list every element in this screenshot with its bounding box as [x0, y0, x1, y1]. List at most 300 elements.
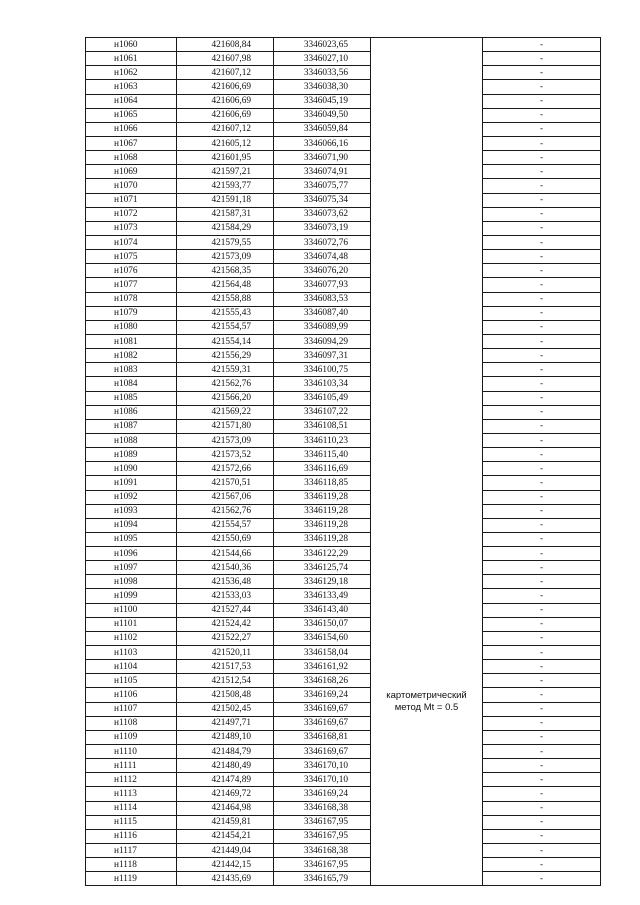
- point-name-cell: н1066: [86, 122, 177, 136]
- point-name-cell: н1072: [86, 207, 177, 221]
- accuracy-cell: -: [483, 377, 601, 391]
- coordinate-x-cell: 421508,48: [177, 688, 274, 702]
- coordinate-y-cell: 3346167,95: [274, 829, 371, 843]
- coordinate-x-cell: 421584,29: [177, 221, 274, 235]
- accuracy-cell: -: [483, 405, 601, 419]
- table-row: [86, 320, 601, 334]
- table-row: [86, 122, 601, 136]
- table-row: [86, 603, 601, 617]
- coordinate-y-cell: 3346094,29: [274, 334, 371, 348]
- table-row: [86, 688, 601, 702]
- table-row: [86, 518, 601, 532]
- coordinate-y-cell: 3346118,85: [274, 476, 371, 490]
- coordinate-x-cell: 421570,51: [177, 476, 274, 490]
- table-row: [86, 108, 601, 122]
- table-row: [86, 532, 601, 546]
- table-row: [86, 829, 601, 843]
- coordinate-y-cell: 3346158,04: [274, 646, 371, 660]
- accuracy-cell: -: [483, 278, 601, 292]
- coordinate-x-cell: 421522,27: [177, 631, 274, 645]
- coordinate-y-cell: 3346077,93: [274, 278, 371, 292]
- point-name-cell: н1083: [86, 363, 177, 377]
- point-name-cell: н1090: [86, 462, 177, 476]
- coordinate-x-cell: 421579,55: [177, 235, 274, 249]
- coordinate-y-cell: 3346027,10: [274, 52, 371, 66]
- accuracy-cell: -: [483, 165, 601, 179]
- accuracy-cell: -: [483, 264, 601, 278]
- point-name-cell: н1097: [86, 561, 177, 575]
- coordinate-y-cell: 3346165,79: [274, 872, 371, 886]
- table-row: [86, 476, 601, 490]
- coordinate-y-cell: 3346161,92: [274, 660, 371, 674]
- table-row: [86, 872, 601, 886]
- coordinate-x-cell: 421442,15: [177, 858, 274, 872]
- coordinate-x-cell: 421556,29: [177, 349, 274, 363]
- accuracy-cell: -: [483, 631, 601, 645]
- coordinate-y-cell: 3346169,24: [274, 787, 371, 801]
- table-row: [86, 221, 601, 235]
- coordinate-y-cell: 3346108,51: [274, 419, 371, 433]
- coordinate-x-cell: 421554,14: [177, 334, 274, 348]
- coordinate-x-cell: 421606,69: [177, 108, 274, 122]
- point-name-cell: н1105: [86, 674, 177, 688]
- accuracy-cell: -: [483, 773, 601, 787]
- point-name-cell: н1060: [86, 38, 177, 52]
- point-name-cell: н1113: [86, 787, 177, 801]
- table-row: [86, 716, 601, 730]
- accuracy-cell: -: [483, 320, 601, 334]
- point-name-cell: н1069: [86, 165, 177, 179]
- coordinate-x-cell: 421566,20: [177, 391, 274, 405]
- table-row: [86, 448, 601, 462]
- accuracy-cell: -: [483, 221, 601, 235]
- coordinate-y-cell: 3346129,18: [274, 575, 371, 589]
- point-name-cell: н1078: [86, 292, 177, 306]
- coordinate-y-cell: 3346110,23: [274, 433, 371, 447]
- point-name-cell: н1108: [86, 716, 177, 730]
- coordinate-y-cell: 3346059,84: [274, 122, 371, 136]
- point-name-cell: н1117: [86, 844, 177, 858]
- accuracy-cell: -: [483, 80, 601, 94]
- point-name-cell: н1114: [86, 801, 177, 815]
- coordinate-x-cell: 421587,31: [177, 207, 274, 221]
- table-row: [86, 405, 601, 419]
- coordinate-y-cell: 3346100,75: [274, 363, 371, 377]
- point-name-cell: н1076: [86, 264, 177, 278]
- point-name-cell: н1091: [86, 476, 177, 490]
- point-name-cell: н1095: [86, 532, 177, 546]
- coordinate-y-cell: 3346073,19: [274, 221, 371, 235]
- coordinate-y-cell: 3346119,28: [274, 518, 371, 532]
- coordinate-x-cell: 421502,45: [177, 702, 274, 716]
- point-name-cell: н1079: [86, 306, 177, 320]
- accuracy-cell: -: [483, 504, 601, 518]
- point-name-cell: н1081: [86, 334, 177, 348]
- point-name-cell: н1068: [86, 151, 177, 165]
- accuracy-cell: -: [483, 646, 601, 660]
- coordinate-y-cell: 3346169,67: [274, 702, 371, 716]
- accuracy-cell: -: [483, 518, 601, 532]
- coordinate-y-cell: 3346075,34: [274, 193, 371, 207]
- point-name-cell: н1111: [86, 759, 177, 773]
- point-name-cell: н1098: [86, 575, 177, 589]
- table-row: [86, 617, 601, 631]
- table-row: [86, 462, 601, 476]
- coordinate-y-cell: 3346074,48: [274, 250, 371, 264]
- table-row: [86, 264, 601, 278]
- point-name-cell: н1071: [86, 193, 177, 207]
- coordinate-x-cell: 421524,42: [177, 617, 274, 631]
- accuracy-cell: -: [483, 858, 601, 872]
- coordinate-y-cell: 3346116,69: [274, 462, 371, 476]
- coordinate-x-cell: 421512,54: [177, 674, 274, 688]
- accuracy-cell: -: [483, 38, 601, 52]
- table-row: [86, 631, 601, 645]
- accuracy-cell: -: [483, 575, 601, 589]
- coordinate-y-cell: 3346169,24: [274, 688, 371, 702]
- coordinate-y-cell: 3346076,20: [274, 264, 371, 278]
- coordinate-y-cell: 3346083,53: [274, 292, 371, 306]
- coordinate-x-cell: 421474,89: [177, 773, 274, 787]
- coordinate-y-cell: 3346119,28: [274, 504, 371, 518]
- table-row: [86, 490, 601, 504]
- accuracy-cell: -: [483, 448, 601, 462]
- table-row: [86, 193, 601, 207]
- coordinate-y-cell: 3346087,40: [274, 306, 371, 320]
- coordinate-y-cell: 3346168,81: [274, 730, 371, 744]
- coordinate-x-cell: 421544,66: [177, 547, 274, 561]
- coordinate-y-cell: 3346105,49: [274, 391, 371, 405]
- coordinate-x-cell: 421571,80: [177, 419, 274, 433]
- coordinate-x-cell: 421569,22: [177, 405, 274, 419]
- coordinate-x-cell: 421533,03: [177, 589, 274, 603]
- table-row: [86, 207, 601, 221]
- coordinate-x-cell: 421564,48: [177, 278, 274, 292]
- coordinate-x-cell: 421484,79: [177, 745, 274, 759]
- coordinate-x-cell: 421606,69: [177, 80, 274, 94]
- coordinate-x-cell: 421567,06: [177, 490, 274, 504]
- accuracy-cell: -: [483, 476, 601, 490]
- accuracy-cell: -: [483, 179, 601, 193]
- point-name-cell: н1116: [86, 829, 177, 843]
- table-row: [86, 38, 601, 52]
- coordinate-y-cell: 3346072,76: [274, 235, 371, 249]
- accuracy-cell: -: [483, 745, 601, 759]
- table-row: [86, 52, 601, 66]
- point-name-cell: н1065: [86, 108, 177, 122]
- point-name-cell: н1067: [86, 136, 177, 150]
- accuracy-cell: -: [483, 292, 601, 306]
- table-row: [86, 363, 601, 377]
- accuracy-cell: -: [483, 122, 601, 136]
- point-name-cell: н1109: [86, 730, 177, 744]
- coordinate-x-cell: 421601,95: [177, 151, 274, 165]
- accuracy-cell: -: [483, 108, 601, 122]
- table-row: [86, 66, 601, 80]
- method-cell-upper: [371, 38, 483, 519]
- coordinate-x-cell: 421568,35: [177, 264, 274, 278]
- accuracy-cell: -: [483, 688, 601, 702]
- table-row: [86, 334, 601, 348]
- coordinate-x-cell: 421573,52: [177, 448, 274, 462]
- coordinate-y-cell: 3346115,40: [274, 448, 371, 462]
- coordinate-y-cell: 3346168,38: [274, 844, 371, 858]
- coordinate-x-cell: 421559,31: [177, 363, 274, 377]
- coordinate-y-cell: 3346168,26: [274, 674, 371, 688]
- coordinate-x-cell: 421517,53: [177, 660, 274, 674]
- table-row: [86, 787, 601, 801]
- accuracy-cell: -: [483, 462, 601, 476]
- coordinate-y-cell: 3346122,29: [274, 547, 371, 561]
- accuracy-cell: -: [483, 94, 601, 108]
- coordinate-x-cell: 421558,88: [177, 292, 274, 306]
- coordinate-y-cell: 3346154,60: [274, 631, 371, 645]
- coordinate-y-cell: 3346125,74: [274, 561, 371, 575]
- method-label-line1: картометрический: [386, 689, 467, 701]
- coordinate-x-cell: 421459,81: [177, 815, 274, 829]
- coordinate-x-cell: 421573,09: [177, 433, 274, 447]
- accuracy-cell: -: [483, 829, 601, 843]
- accuracy-cell: -: [483, 561, 601, 575]
- point-name-cell: н1075: [86, 250, 177, 264]
- coordinate-x-cell: 421554,57: [177, 518, 274, 532]
- table-row: [86, 278, 601, 292]
- point-name-cell: н1107: [86, 702, 177, 716]
- coordinate-y-cell: 3346045,19: [274, 94, 371, 108]
- accuracy-cell: -: [483, 617, 601, 631]
- coordinate-x-cell: 421464,98: [177, 801, 274, 815]
- coordinate-y-cell: 3346133,49: [274, 589, 371, 603]
- point-name-cell: н1062: [86, 66, 177, 80]
- coordinate-y-cell: 3346038,30: [274, 80, 371, 94]
- table-row: [86, 504, 601, 518]
- coordinate-y-cell: 3346097,31: [274, 349, 371, 363]
- accuracy-cell: -: [483, 419, 601, 433]
- table-row: [86, 674, 601, 688]
- coordinate-x-cell: 421550,69: [177, 532, 274, 546]
- coordinate-x-cell: 421554,57: [177, 320, 274, 334]
- coordinates-table: [85, 37, 601, 886]
- table-row: [86, 292, 601, 306]
- table-row: [86, 646, 601, 660]
- coordinate-x-cell: 421469,72: [177, 787, 274, 801]
- point-name-cell: н1115: [86, 815, 177, 829]
- coordinate-x-cell: 421480,49: [177, 759, 274, 773]
- coordinate-x-cell: 421536,48: [177, 575, 274, 589]
- accuracy-cell: -: [483, 801, 601, 815]
- accuracy-cell: -: [483, 136, 601, 150]
- accuracy-cell: -: [483, 547, 601, 561]
- point-name-cell: н1104: [86, 660, 177, 674]
- coordinate-y-cell: 3346103,34: [274, 377, 371, 391]
- coordinate-x-cell: 421489,10: [177, 730, 274, 744]
- coordinate-x-cell: 421449,04: [177, 844, 274, 858]
- coordinates-table-body: [86, 38, 601, 886]
- point-name-cell: н1082: [86, 349, 177, 363]
- table-row: [86, 858, 601, 872]
- accuracy-cell: -: [483, 363, 601, 377]
- accuracy-cell: -: [483, 589, 601, 603]
- coordinate-x-cell: 421540,36: [177, 561, 274, 575]
- point-name-cell: н1061: [86, 52, 177, 66]
- point-name-cell: н1096: [86, 547, 177, 561]
- accuracy-cell: -: [483, 872, 601, 886]
- point-name-cell: н1063: [86, 80, 177, 94]
- coordinate-x-cell: 421607,98: [177, 52, 274, 66]
- table-row: [86, 80, 601, 94]
- table-row: [86, 349, 601, 363]
- table-row: [86, 306, 601, 320]
- table-row: [86, 815, 601, 829]
- table-row: [86, 235, 601, 249]
- method-label: [371, 690, 482, 714]
- accuracy-cell: -: [483, 193, 601, 207]
- point-name-cell: н1118: [86, 858, 177, 872]
- accuracy-cell: -: [483, 532, 601, 546]
- table-row: [86, 165, 601, 179]
- accuracy-cell: -: [483, 603, 601, 617]
- coordinate-y-cell: 3346074,91: [274, 165, 371, 179]
- accuracy-cell: -: [483, 702, 601, 716]
- table-row: [86, 250, 601, 264]
- accuracy-cell: -: [483, 250, 601, 264]
- point-name-cell: н1101: [86, 617, 177, 631]
- coordinate-x-cell: 421605,12: [177, 136, 274, 150]
- table-row: [86, 179, 601, 193]
- table-row: [86, 745, 601, 759]
- coordinate-x-cell: 421591,18: [177, 193, 274, 207]
- coordinate-y-cell: 3346023,65: [274, 38, 371, 52]
- point-name-cell: н1094: [86, 518, 177, 532]
- table-row: [86, 702, 601, 716]
- coordinate-y-cell: 3346089,99: [274, 320, 371, 334]
- accuracy-cell: -: [483, 391, 601, 405]
- coordinate-x-cell: 421555,43: [177, 306, 274, 320]
- accuracy-cell: -: [483, 52, 601, 66]
- accuracy-cell: -: [483, 306, 601, 320]
- coordinate-x-cell: 421597,21: [177, 165, 274, 179]
- coordinate-y-cell: 3346143,40: [274, 603, 371, 617]
- point-name-cell: н1064: [86, 94, 177, 108]
- table-row: [86, 419, 601, 433]
- coordinate-x-cell: 421606,69: [177, 94, 274, 108]
- coordinate-y-cell: 3346049,50: [274, 108, 371, 122]
- point-name-cell: н1070: [86, 179, 177, 193]
- coordinate-x-cell: 421497,71: [177, 716, 274, 730]
- coordinate-x-cell: 421573,09: [177, 250, 274, 264]
- point-name-cell: н1089: [86, 448, 177, 462]
- table-row: [86, 391, 601, 405]
- table-row: [86, 844, 601, 858]
- coordinate-x-cell: 421593,77: [177, 179, 274, 193]
- coordinate-x-cell: 421608,84: [177, 38, 274, 52]
- accuracy-cell: -: [483, 334, 601, 348]
- accuracy-cell: -: [483, 207, 601, 221]
- coordinate-y-cell: 3346167,95: [274, 815, 371, 829]
- point-name-cell: н1084: [86, 377, 177, 391]
- table-row: [86, 151, 601, 165]
- table-row: [86, 730, 601, 744]
- table-row: [86, 561, 601, 575]
- coordinate-y-cell: 3346167,95: [274, 858, 371, 872]
- coordinate-x-cell: 421520,11: [177, 646, 274, 660]
- accuracy-cell: -: [483, 490, 601, 504]
- coordinate-x-cell: 421607,12: [177, 66, 274, 80]
- method-cell: [371, 518, 483, 886]
- point-name-cell: н1106: [86, 688, 177, 702]
- coordinate-x-cell: 421572,66: [177, 462, 274, 476]
- point-name-cell: н1099: [86, 589, 177, 603]
- point-name-cell: н1110: [86, 745, 177, 759]
- accuracy-cell: -: [483, 349, 601, 363]
- point-name-cell: н1087: [86, 419, 177, 433]
- table-row: [86, 773, 601, 787]
- point-name-cell: н1102: [86, 631, 177, 645]
- point-name-cell: н1092: [86, 490, 177, 504]
- table-row: [86, 660, 601, 674]
- accuracy-cell: -: [483, 660, 601, 674]
- coordinate-x-cell: 421454,21: [177, 829, 274, 843]
- table-row: [86, 433, 601, 447]
- accuracy-cell: -: [483, 844, 601, 858]
- point-name-cell: н1112: [86, 773, 177, 787]
- accuracy-cell: -: [483, 730, 601, 744]
- point-name-cell: н1119: [86, 872, 177, 886]
- coordinate-x-cell: 421435,69: [177, 872, 274, 886]
- coordinate-x-cell: 421527,44: [177, 603, 274, 617]
- coordinate-y-cell: 3346119,28: [274, 490, 371, 504]
- point-name-cell: н1103: [86, 646, 177, 660]
- coordinate-y-cell: 3346168,38: [274, 801, 371, 815]
- accuracy-cell: -: [483, 235, 601, 249]
- coordinate-x-cell: 421562,76: [177, 504, 274, 518]
- point-name-cell: н1073: [86, 221, 177, 235]
- coordinate-y-cell: 3346169,67: [274, 716, 371, 730]
- coordinate-y-cell: 3346119,28: [274, 532, 371, 546]
- table-row: [86, 589, 601, 603]
- coordinate-y-cell: 3346071,90: [274, 151, 371, 165]
- coordinate-y-cell: 3346107,22: [274, 405, 371, 419]
- accuracy-cell: -: [483, 815, 601, 829]
- coordinate-y-cell: 3346066,16: [274, 136, 371, 150]
- accuracy-cell: -: [483, 151, 601, 165]
- coordinate-y-cell: 3346169,67: [274, 745, 371, 759]
- table-row: [86, 759, 601, 773]
- table-row: [86, 377, 601, 391]
- method-label-line2: метод Mt = 0.5: [394, 701, 459, 713]
- point-name-cell: н1080: [86, 320, 177, 334]
- coordinate-y-cell: 3346170,10: [274, 759, 371, 773]
- coordinate-y-cell: 3346150,07: [274, 617, 371, 631]
- point-name-cell: н1077: [86, 278, 177, 292]
- point-name-cell: н1093: [86, 504, 177, 518]
- accuracy-cell: -: [483, 787, 601, 801]
- coordinate-x-cell: 421607,12: [177, 122, 274, 136]
- table-row: [86, 136, 601, 150]
- coordinate-y-cell: 3346170,10: [274, 773, 371, 787]
- accuracy-cell: -: [483, 716, 601, 730]
- table-row: [86, 94, 601, 108]
- coordinate-y-cell: 3346075,77: [274, 179, 371, 193]
- coordinate-x-cell: 421562,76: [177, 377, 274, 391]
- point-name-cell: н1074: [86, 235, 177, 249]
- point-name-cell: н1088: [86, 433, 177, 447]
- point-name-cell: н1100: [86, 603, 177, 617]
- point-name-cell: н1086: [86, 405, 177, 419]
- table-row: [86, 547, 601, 561]
- table-row: [86, 801, 601, 815]
- coordinate-y-cell: 3346073,62: [274, 207, 371, 221]
